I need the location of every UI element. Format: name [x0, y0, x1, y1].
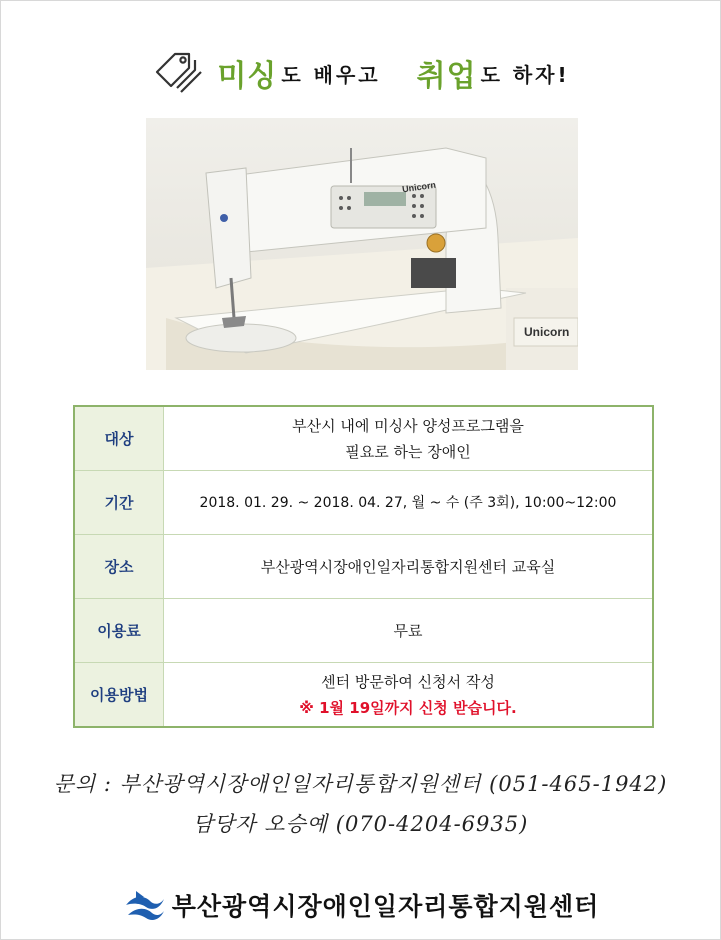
title-word-job: 취업 — [416, 59, 477, 94]
row-value — [164, 599, 652, 662]
org-name: 부산광역시장애인일자리통합지원센터 — [171, 892, 600, 921]
row-value — [164, 535, 652, 598]
value-line: 부산광역시장애인일자리통합지원센터 교육실 — [260, 557, 556, 576]
row-value — [164, 407, 652, 470]
value-line: 센터 방문하여 신청서 작성 — [321, 672, 495, 691]
footer-logo — [0, 880, 721, 930]
row-label: 기간 — [75, 471, 164, 534]
deadline-note: ※ 1월 19일까지 신청 받습니다. — [299, 698, 517, 717]
title-suffix-1: 도 배우고 — [281, 62, 381, 87]
row-target — [75, 407, 652, 471]
page-title — [0, 38, 721, 108]
row-label: 이용방법 — [75, 663, 164, 726]
info-table — [73, 405, 654, 728]
machine-brand-label: Unicorn — [401, 179, 437, 195]
value-line: 무료 — [393, 621, 423, 640]
sewing-machine-illustration — [146, 118, 578, 370]
org-logo-icon — [122, 887, 166, 923]
value-line: 부산시 내에 미싱사 양성프로그램을 — [292, 416, 524, 435]
sewing-machine-photo — [146, 118, 578, 370]
manager-line: 담당자 오승예 (070-4204-6935) — [192, 812, 529, 836]
row-value — [164, 663, 652, 726]
row-label: 장소 — [75, 535, 164, 598]
row-label: 이용료 — [75, 599, 164, 662]
row-method — [75, 663, 652, 726]
row-period — [75, 471, 652, 535]
row-location — [75, 535, 652, 599]
table-brand-label: Unicorn — [524, 325, 570, 339]
row-fee — [75, 599, 652, 663]
contact-line: 문의 : 부산광역시장애인일자리통합지원센터 (051-465-1942) — [53, 772, 668, 796]
value-line: 2018. 01. 29. ~ 2018. 04. 27, 월 ~ 수 (주 3회), 10:00~12:00 — [199, 494, 617, 511]
price-tag-icon — [151, 48, 207, 98]
row-value — [164, 471, 652, 534]
value-line: 필요로 하는 장애인 — [345, 442, 471, 461]
row-label: 대상 — [75, 407, 164, 470]
title-suffix-2: 도 하자! — [480, 62, 570, 87]
title-word-sewing: 미싱 — [217, 59, 278, 94]
